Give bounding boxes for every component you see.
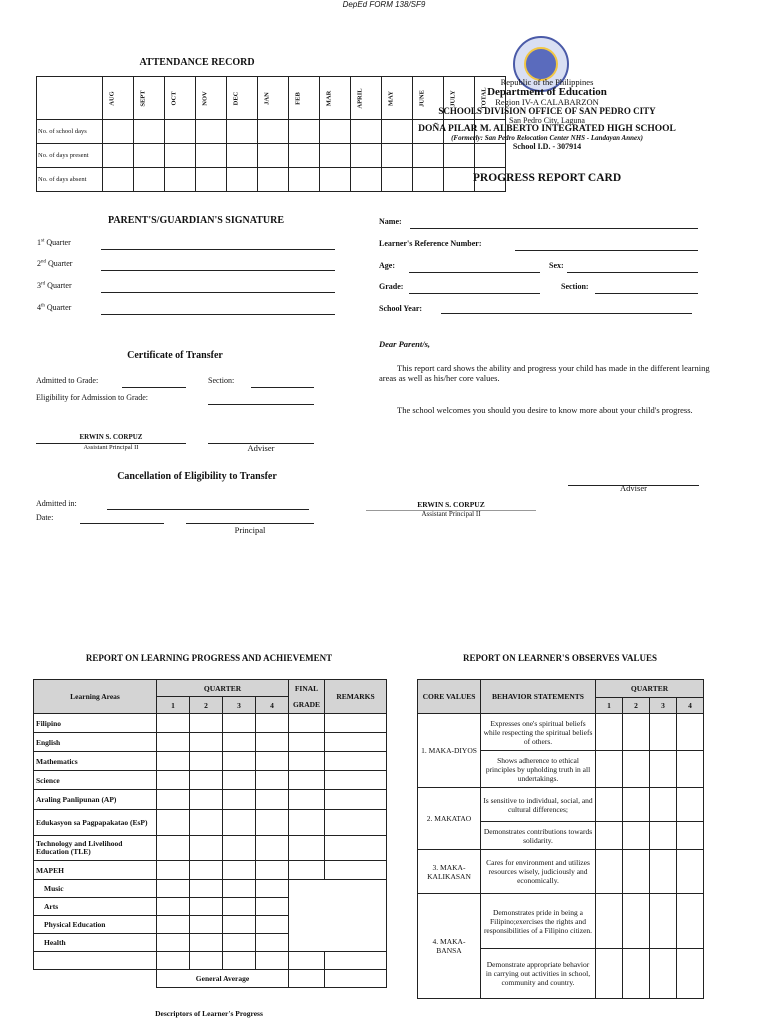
name-label: Name: [379, 217, 402, 226]
transfer-title: Certificate of Transfer [127, 350, 223, 361]
division-text: SCHOOLS DIVISION OFFICE OF SAN PEDRO CITY [438, 106, 656, 117]
eligibility-label: Eligibility for Admission to Grade: [36, 393, 148, 402]
col-q4: 4 [256, 697, 289, 714]
transfer-signatory-role: Assistant Principal II [83, 444, 139, 451]
col-remarks: REMARKS [325, 680, 387, 714]
values-table [417, 679, 704, 999]
name-field[interactable] [410, 228, 698, 229]
attendance-row-label: No. of days present [37, 144, 103, 168]
subject-name: MAPEH [34, 861, 157, 880]
section-field[interactable] [595, 293, 698, 294]
subject-name: Edukasyon sa Pagpapakatao (EsP) [34, 810, 157, 836]
sex-field[interactable] [567, 272, 698, 273]
col-q3: 3 [223, 697, 256, 714]
month-header: AUG [108, 90, 116, 106]
quarter-label: 2nd Quarter [37, 259, 73, 268]
attendance-row-label: No. of days absent [37, 168, 103, 192]
transfer-adviser-label: Adviser [247, 443, 275, 453]
eligibility-field[interactable] [208, 404, 314, 405]
letter-paragraph-2: The school welcomes you should you desire to know more about your child's progress. [397, 405, 693, 415]
month-header: MAY [387, 90, 395, 106]
month-header: TOTAL [480, 86, 488, 110]
subject-name: Araling Panlipunan (AP) [34, 790, 157, 810]
core-value: 1. MAKA-DIYOS [418, 714, 481, 788]
month-header: DEC [232, 91, 240, 105]
transfer-section-field[interactable] [251, 387, 314, 388]
attendance-title: ATTENDANCE RECORD [139, 57, 255, 68]
col-final: FINAL [289, 680, 325, 697]
month-header: JUNE [418, 89, 426, 107]
principal-title: Assistant Principal II [421, 510, 481, 518]
month-header: JAN [263, 91, 271, 105]
formerly-text: (Formerly: San Pedro Relocation Center NHS - Landayan Annex) [451, 134, 643, 143]
signature-line[interactable] [101, 314, 335, 315]
subject-name: English [34, 733, 157, 752]
learning-title: REPORT ON LEARNING PROGRESS AND ACHIEVEMENT [85, 653, 333, 663]
subject-name: Mathematics [34, 752, 157, 771]
behavior-statement: Demonstrates contributions towards solidarity. [481, 822, 596, 850]
behavior-statement: Demonstrates pride in being a Filipino;exercises the rights and responsibilities of a Filipino citizen. [481, 894, 596, 949]
values-title: REPORT ON LEARNER'S OBSERVES VALUES [463, 653, 657, 663]
date-label: Date: [36, 513, 54, 522]
col-quarter: QUARTER [157, 680, 289, 697]
subject-name: Technology and Livelihood Education (TLE) [34, 836, 157, 861]
col-behavior: BEHAVIOR STATEMENTS [481, 680, 596, 714]
mapeh-component: Physical Education [34, 916, 157, 934]
quarter-label: 1st Quarter [37, 238, 71, 247]
month-header: JULY [449, 89, 457, 107]
behavior-statement: Cares for environment and utilizes resources wisely, judiciously and economically. [481, 850, 596, 894]
col-vq4: 4 [677, 698, 704, 714]
republic-text: Republic of the Philippines [500, 77, 594, 87]
month-header: FEB [294, 91, 302, 105]
sex-label: Sex: [549, 261, 564, 270]
letter-paragraph-1: This report card shows the ability and progress your child has made in the different learning areas as well as his/her core values. [379, 363, 710, 383]
form-code: DepEd FORM 138/SF9 [342, 0, 426, 9]
admitted-grade-field[interactable] [122, 387, 186, 388]
col-vq3: 3 [650, 698, 677, 714]
col-grade: GRADE [289, 697, 325, 714]
mapeh-component: Music [34, 880, 157, 898]
quarter-label: 3rd Quarter [37, 281, 72, 290]
section-label: Section: [561, 282, 589, 291]
lrn-label: Learner's Reference Number: [379, 239, 482, 248]
lrn-field[interactable] [515, 250, 698, 251]
department-text: Department of Education [487, 85, 607, 98]
month-header: OCT [170, 90, 178, 106]
core-value: 3. MAKA-KALIKASAN [418, 850, 481, 894]
greeting: Dear Parent/s, [379, 339, 430, 349]
descriptors-title: Descriptors of Learner's Progress [155, 1009, 263, 1018]
school-id: School I.D. - 307914 [512, 141, 582, 151]
cancellation-title: Cancellation of Eligibility to Transfer [117, 471, 277, 482]
learning-table [33, 679, 387, 988]
region-text: Region IV-A CALABARZON [495, 97, 599, 108]
cancellation-principal-line[interactable] [186, 523, 314, 524]
col-q1: 1 [157, 697, 190, 714]
behavior-statement: Expresses one's spiritual beliefs while respecting the spiritual beliefs of others. [481, 714, 596, 751]
grade-field[interactable] [409, 293, 540, 294]
month-header: APRIL [356, 87, 364, 109]
signature-line[interactable] [101, 270, 335, 271]
card-title: PROGRESS REPORT CARD [472, 172, 622, 184]
col-q2: 2 [190, 697, 223, 714]
mapeh-component: Arts [34, 898, 157, 916]
general-average-label: General Average [157, 970, 289, 988]
adviser-label: Adviser [620, 483, 647, 493]
month-header: MAR [325, 90, 333, 106]
col-vq1: 1 [596, 698, 623, 714]
signature-title: PARENT'S/GUARDIAN'S SIGNATURE [107, 215, 285, 226]
city-text: San Pedro City, Laguna [509, 115, 585, 125]
transfer-section-label: Section: [208, 376, 235, 385]
school-year-label: School Year: [379, 304, 423, 313]
behavior-statement: Shows adherence to ethical principles by upholding truth in all undertakings. [481, 751, 596, 788]
col-core-values: CORE VALUES [418, 680, 481, 714]
cancellation-principal-label: Principal [234, 525, 266, 535]
admitted-grade-label: Admitted to Grade: [36, 376, 99, 385]
core-value: 4. MAKA-BANSA [418, 894, 481, 999]
month-header: SEPT [139, 89, 147, 107]
date-field[interactable] [80, 523, 164, 524]
col-vq2: 2 [623, 698, 650, 714]
col-learning-areas: Learning Areas [34, 680, 157, 714]
attendance-row-label: No. of school days [37, 120, 103, 144]
school-year-field[interactable] [441, 313, 692, 314]
principal-name: ERWIN S. CORPUZ [417, 500, 485, 509]
age-label: Age: [379, 261, 395, 270]
attendance-corner [37, 77, 103, 120]
signature-line[interactable] [101, 249, 335, 250]
school-header [382, 78, 712, 151]
core-value: 2. MAKATAO [418, 788, 481, 850]
school-name: DOÑA PILAR M. ALBERTO INTEGRATED HIGH SCHOOL [418, 124, 676, 135]
grade-label: Grade: [379, 282, 404, 291]
month-header: NOV [201, 90, 209, 106]
behavior-statement: Is sensitive to individual, social, and cultural differences; [481, 788, 596, 822]
age-field[interactable] [409, 272, 540, 273]
subject-name: Filipino [34, 714, 157, 733]
subject-name: Science [34, 771, 157, 790]
admitted-in-label: Admitted in: [36, 499, 77, 508]
transfer-signatory-name: ERWIN S. CORPUZ [79, 433, 143, 441]
mapeh-component: Health [34, 934, 157, 952]
quarter-label: 4th Quarter [37, 303, 72, 312]
behavior-statement: Demonstrate appropriate behavior in carrying out activities in school, community and country. [481, 949, 596, 999]
signature-line[interactable] [101, 292, 335, 293]
col-values-quarter: QUARTER [596, 680, 704, 698]
admitted-in-field[interactable] [107, 509, 309, 510]
